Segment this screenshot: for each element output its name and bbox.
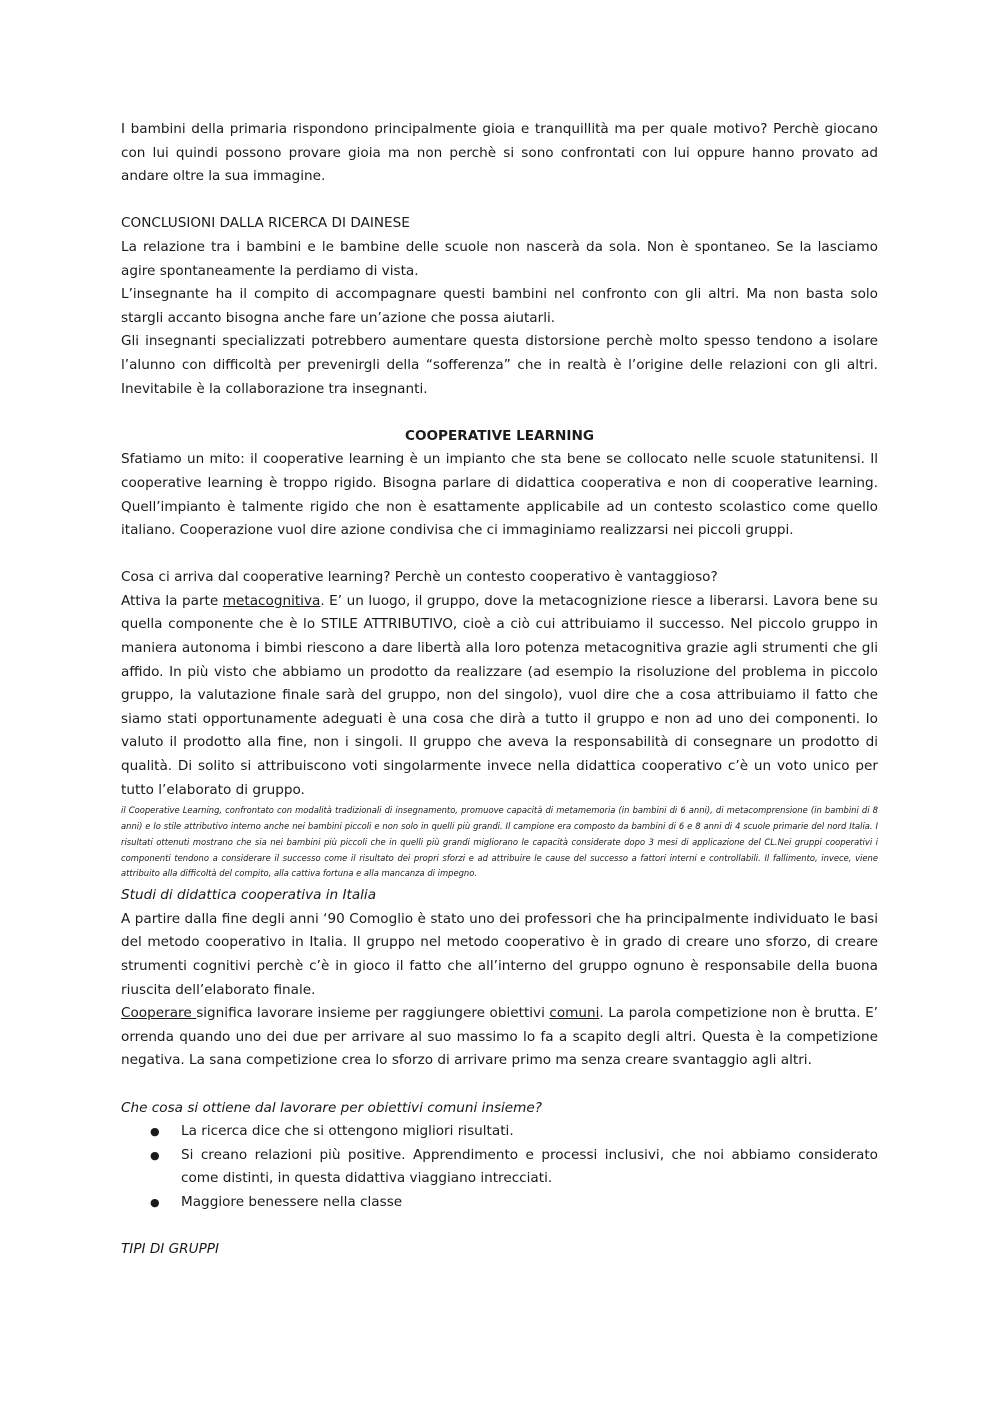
question-obiettivi-comuni: Che cosa si ottiene dal lavorare per obiettivi comuni insieme? bbox=[121, 1099, 542, 1116]
spacer bbox=[121, 543, 878, 567]
document-page bbox=[121, 118, 878, 1262]
paragraph-insegnanti-specializzati: Gli insegnanti specializzati potrebbero aumentare questa distorsione perchè molto spesso tendono a isolare l’alunno con difficoltà per prevenirgli della “sofferenza” che in realtà è l’origine delle relazioni con gli altri. Inevitabile è la collaborazione tra insegnanti. bbox=[121, 333, 878, 397]
bullet-icon: ● bbox=[150, 1125, 160, 1139]
heading-cooperative-learning: COOPERATIVE LEARNING bbox=[404, 427, 595, 444]
paragraph-relazione: La relazione tra i bambini e le bambine delle scuole non nascerà da sola. Non è spontaneo. Se la lasciamo agire spontaneamente la perdiamo di vista. bbox=[121, 238, 878, 279]
bullet-icon: ● bbox=[150, 1195, 160, 1209]
spacer bbox=[121, 1073, 878, 1097]
list-item bbox=[121, 1144, 878, 1191]
paragraph-cooperare bbox=[121, 1002, 878, 1073]
list-item bbox=[121, 1191, 878, 1215]
spacer bbox=[121, 401, 878, 425]
paragraph-comoglio: A partire dalla fine degli anni ‘90 Comoglio è stato uno dei professori che ha principalmente individuato le basi del metodo cooperativo in Italia. Il gruppo nel metodo cooperativo è in grado di creare uno sforzo, di creare strumenti cognitivi perchè c’è in gioco il fatto che all’interno del gruppo ognuno è responsabile della buona riuscita dell’elaborato finale. bbox=[121, 910, 878, 998]
bullet-icon: ● bbox=[150, 1148, 160, 1162]
spacer bbox=[121, 1215, 878, 1239]
paragraph-insegnante: L’insegnante ha il compito di accompagnare questi bambini nel confronto con gli altri. Ma non basta solo stargli accanto bisogna anche fare un’azione che possa aiutarli. bbox=[121, 286, 878, 326]
list-item-text: Maggiore benessere nella classe bbox=[181, 1193, 403, 1210]
question-cooperative: Cosa ci arriva dal cooperative learning? Perchè un contesto cooperativo è vantaggioso? bbox=[121, 569, 718, 586]
heading-studi: Studi di didattica cooperativa in Italia bbox=[121, 887, 377, 904]
paragraph-sfatiamo-mito: Sfatiamo un mito: il cooperative learning è un impianto che sta bene se collocato nelle scuole statunitensi. Il cooperative learning è troppo rigido. Bisogna parlare di didattica cooperativa e non di cooperative learning. Quell’impianto è talmente rigido che non è esattamente applicabile ad un contesto scolastico come quello italiano. Cooperazione vuol dire azione condivisa che ci immaginiamo realizzarsi nei piccoli gruppi. bbox=[121, 451, 878, 539]
cooperare-link[interactable]: Cooperare bbox=[121, 1005, 197, 1022]
metacognitiva-link[interactable]: metacognitiva bbox=[222, 592, 321, 609]
list-item-text: Si creano relazioni più positive. Apprendimento e processi inclusivi, che noi abbiamo considerato come distinti, in questa didattiva viaggiano intrecciati. bbox=[181, 1146, 878, 1187]
paragraph-text: significa lavorare insieme per raggiungere obiettivi bbox=[196, 1005, 550, 1022]
heading-conclusioni: CONCLUSIONI DALLA RICERCA DI DAINESE bbox=[121, 215, 410, 232]
list-item bbox=[121, 1120, 878, 1144]
paragraph-text: Attiva la parte bbox=[121, 592, 223, 609]
paragraph-bambini-primaria: I bambini della primaria rispondono principalmente gioia e tranquillità ma per quale motivo? Perchè giocano con lui quindi possono provare gioia ma non perchè si sono confrontati con lui oppure hanno provato ad andare oltre la sua immagine. bbox=[121, 121, 878, 185]
paragraph-text: . E’ un luogo, il gruppo, dove la metacognizione riesce a liberarsi. Lavora bene su quella componente che è lo STILE ATTRIBUTIVO, cioè a ciò cui attribuiamo il successo. Nel piccolo gruppo in maniera autonoma i bimbi riescono a dare libertà alla loro potenza metacognitiva grazie agli strumenti che gli affido. In più visto che abbiamo un prodotto da realizzare (ad esempio la risoluzione del problema in piccolo gruppo, la valutazione finale sarà del gruppo, non del singolo), vuol dire che a cosa attribuiamo il fatto che siamo stati opportunamente adeguati è una cosa che dirà a tutto il gruppo e non ad uno dei componenti. Io valuto il prodotto alla fine, non i singoli. Il gruppo che aveva la responsabilità di consegnare un prodotto di qualità. Di solito si attribuiscono voti singolarmente invece nella didattica cooperativo c’è un voto unico per tutto l’elaborato di gruppo. bbox=[121, 592, 879, 798]
paragraph-metacognitiva bbox=[121, 590, 878, 802]
benefits-list bbox=[121, 1120, 878, 1214]
heading-tipi-di-gruppi: TIPI DI GRUPPI bbox=[121, 1241, 219, 1258]
spacer bbox=[121, 189, 878, 213]
comuni-link[interactable]: comuni bbox=[549, 1005, 600, 1022]
footnote-research: il Cooperative Learning, confrontato con modalità tradizionali di insegnamento, promuove capacità di metamemoria (in bambini di 6 anni), di metacomprensione (in bambini di 8 anni) e lo stile attributivo interno anche nei bambini piccoli e non solo in quelli più grandi. Il campione era composto da bambini di 6 e 8 anni di 4 scuole primarie del nord Italia. I risultati ottenuti mostrano che sia nei bambini più piccoli che in quelli più grandi migliorano le capacità considerate dopo 3 mesi di applicazione del CL.Nei gruppi cooperativi i componenti tendono a considerare il successo come il risultato dei propri sforzi e ad attribuire le cause del successo a fattori interni e controllabili. Il fallimento, invece, viene attribuito alla difficoltà del compito, alla cattiva fortuna e alla mancanza di impegno. bbox=[121, 805, 878, 879]
list-item-text: La ricerca dice che si ottengono migliori risultati. bbox=[181, 1123, 514, 1140]
paragraph-text: . La parola competizione non è brutta. E’ orrenda quando uno dei due per arrivare al suo massimo lo fa a scapito degli altri. Questa è la competizione negativa. La sana competizione crea lo sforzo di arrivare primo ma senza creare svantaggio agli altri. bbox=[121, 1005, 878, 1069]
